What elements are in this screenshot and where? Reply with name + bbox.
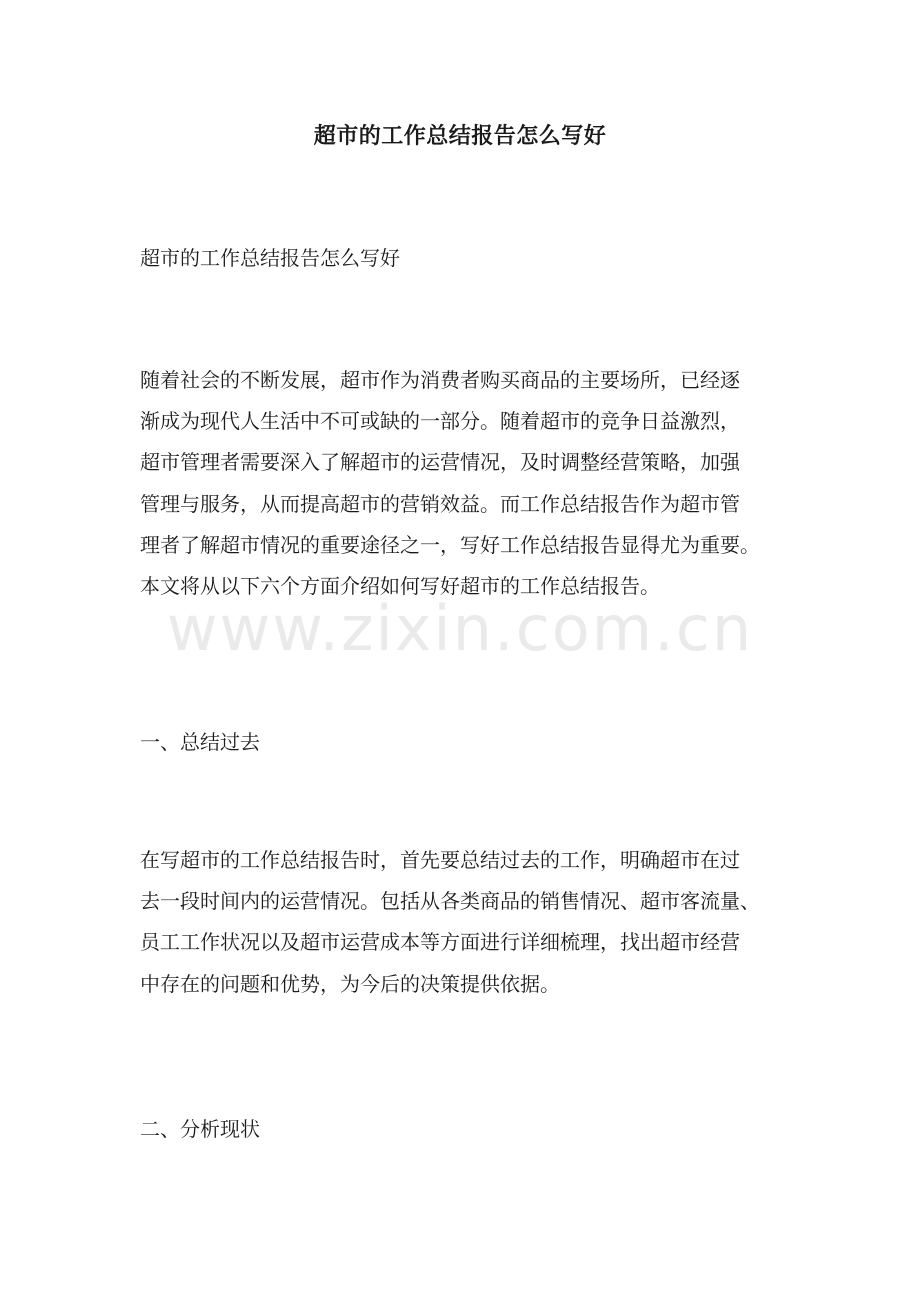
intro-line: 随着社会的不断发展，超市作为消费者购买商品的主要场所，已经逐 — [140, 368, 740, 392]
subtitle-text: 超市的工作总结报告怎么写好 — [140, 246, 400, 270]
intro-line: 管理与服务，从而提高超市的营销效益。而工作总结报告作为超市管 — [140, 491, 740, 516]
paragraph-line: 员工工作状况以及超市运营成本等方面进行详细梳理，找出超市经营 — [140, 930, 740, 955]
intro-line: 理者了解超市情况的重要途径之一，写好工作总结报告显得尤为重要。 — [140, 532, 760, 557]
section-heading-text: 二、分析现状 — [140, 1117, 260, 1141]
paragraph-line: 去一段时间内的运营情况。包括从各类商品的销售情况、超市客流量、 — [140, 889, 760, 914]
section-heading-1 — [140, 722, 790, 763]
intro-line: 超市管理者需要深入了解超市的运营情况，及时调整经营策略，加强 — [140, 450, 740, 475]
section-1-paragraph — [140, 840, 790, 1005]
intro-line: 渐成为现代人生活中不可或缺的一部分。随着超市的竞争日益激烈， — [140, 409, 740, 434]
section-heading-2 — [140, 1109, 790, 1150]
intro-line: 本文将从以下六个方面介绍如何写好超市的工作总结报告。 — [140, 574, 660, 599]
paragraph-line: 中存在的问题和优势，为今后的决策提供依据。 — [140, 971, 560, 996]
intro-paragraph — [140, 360, 790, 607]
watermark: www.zixin.com.cn — [166, 592, 754, 665]
paragraph-line: 在写超市的工作总结报告时，首先要总结过去的工作，明确超市在过 — [140, 848, 740, 872]
document-title: 超市的工作总结报告怎么写好 — [313, 123, 607, 149]
document-subtitle — [140, 238, 790, 279]
section-heading-text: 一、总结过去 — [140, 730, 260, 754]
